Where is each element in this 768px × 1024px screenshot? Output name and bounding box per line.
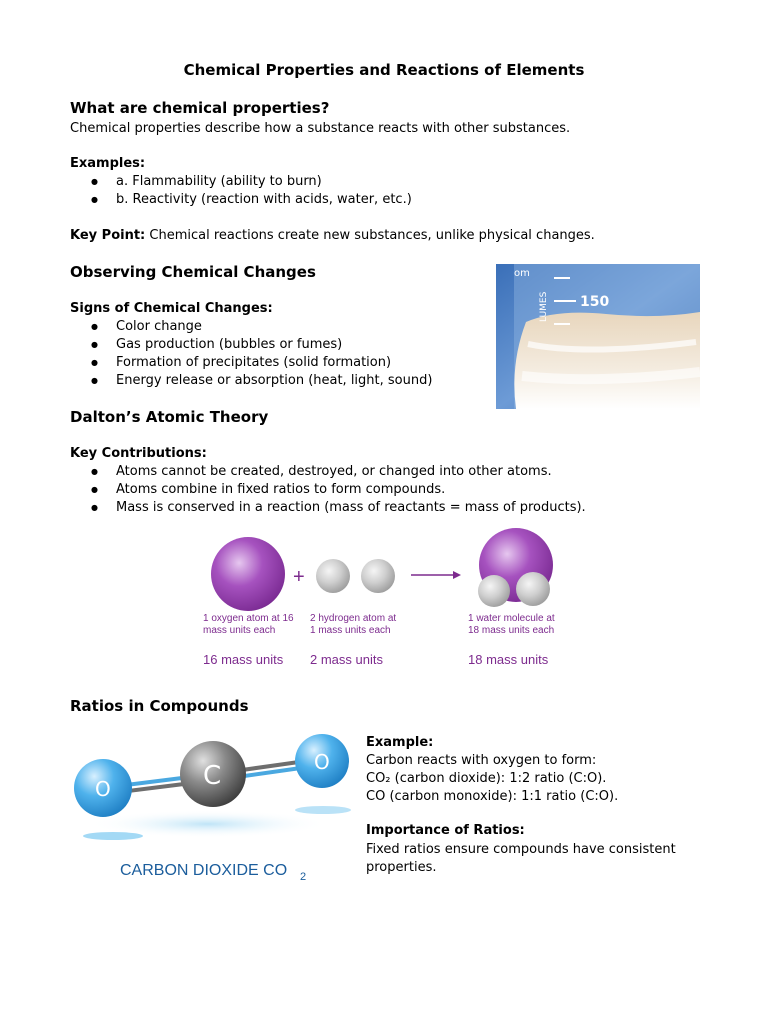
water-hydrogen-atom: [516, 572, 550, 606]
beaker-top-text: om: [514, 268, 530, 279]
key-point-text: Chemical reactions create new substances, unlike physical changes.: [145, 228, 595, 243]
list-item: ● b. Reactivity (reaction with acids, water, etc.): [70, 191, 412, 209]
oxygen-label-left: O: [95, 777, 111, 801]
oxygen-label-right: O: [314, 750, 330, 774]
carbon-label: C: [203, 761, 222, 791]
example-label: Example:: [366, 735, 434, 750]
importance-line: properties.: [366, 860, 437, 875]
heading-chemical-properties: What are chemical properties?: [70, 99, 330, 117]
list-item: ● Color change: [70, 318, 432, 336]
beaker-photo: [496, 264, 700, 409]
list-item: ● a. Flammability (ability to burn): [70, 173, 412, 191]
importance-label: Importance of Ratios:: [366, 823, 525, 838]
hydrogen-atom: [361, 559, 395, 593]
signs-label: Signs of Chemical Changes:: [70, 301, 273, 316]
list-item: ● Energy release or absorption (heat, light, sound): [70, 372, 432, 390]
caption-oxygen-line2: mass units each: [203, 625, 276, 636]
arrow-head-icon: [453, 571, 461, 579]
signs-list: [70, 318, 432, 390]
example-line: CO (carbon monoxide): 1:1 ratio (C:O).: [366, 789, 619, 804]
heading-observing-changes: Observing Chemical Changes: [70, 263, 316, 281]
caption-oxygen-line1: 1 oxygen atom at 16: [203, 613, 294, 624]
list-item: ● Formation of precipitates (solid formation): [70, 354, 432, 372]
list-item: ● Gas production (bubbles or fumes): [70, 336, 432, 354]
oxygen-atom: [211, 537, 285, 611]
mass-water: 18 mass units: [468, 652, 549, 667]
beaker-tick-label: 150: [580, 294, 610, 310]
list-item: ● Atoms combine in fixed ratios to form compounds.: [70, 481, 586, 499]
contributions-label: Key Contributions:: [70, 446, 207, 461]
example-line: Carbon reacts with oxygen to form:: [366, 753, 597, 768]
list-item: ● Atoms cannot be created, destroyed, or changed into other atoms.: [70, 463, 586, 481]
caption-water-line1: 1 water molecule at: [468, 613, 555, 624]
list-item: ● Mass is conserved in a reaction (mass of reactants = mass of products).: [70, 499, 586, 517]
examples-label: Examples:: [70, 156, 146, 171]
examples-list: [70, 173, 412, 209]
page-title: Chemical Properties and Reactions of Elements: [183, 61, 585, 79]
water-formation-diagram: [195, 525, 575, 675]
heading-dalton-theory: Dalton’s Atomic Theory: [70, 408, 269, 426]
contributions-list: [70, 463, 586, 517]
key-point: [70, 227, 595, 245]
co2-caption: CARBON DIOXIDE CO: [120, 862, 288, 879]
caption-hydrogen-line1: 2 hydrogen atom at: [310, 613, 397, 624]
co2-caption-subscript: 2: [300, 871, 307, 883]
caption-hydrogen-line2: 1 mass units each: [310, 625, 391, 636]
co2-molecule-figure: [68, 728, 358, 888]
definition-text: Chemical properties describe how a substance reacts with other substances.: [70, 121, 571, 136]
caption-water-line2: 18 mass units each: [468, 625, 555, 636]
mass-hydrogen: 2 mass units: [310, 652, 383, 667]
key-point-label: Key Point:: [70, 228, 146, 243]
example-line: CO₂ (carbon dioxide): 1:2 ratio (C:O).: [366, 771, 607, 786]
plus-sign: +: [293, 566, 305, 588]
heading-ratios: Ratios in Compounds: [70, 697, 249, 715]
water-hydrogen-atom: [478, 575, 510, 607]
hydrogen-atom: [316, 559, 350, 593]
importance-line: Fixed ratios ensure compounds have consistent: [366, 842, 676, 857]
mass-oxygen: 16 mass units: [203, 652, 284, 667]
beaker-side-text: LUMES: [539, 291, 549, 322]
